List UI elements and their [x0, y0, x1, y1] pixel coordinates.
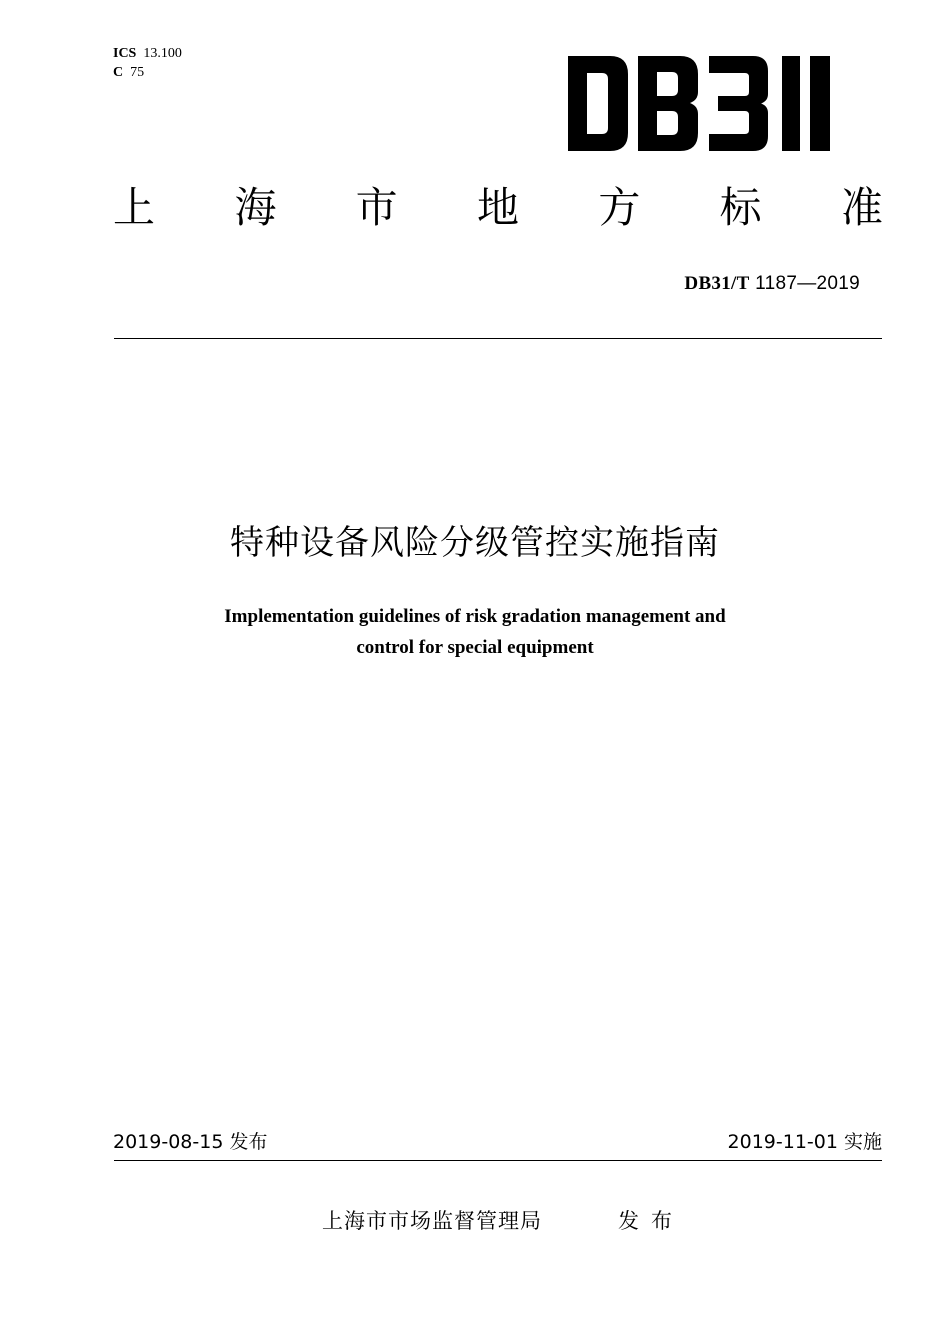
standard-type-char: 标	[719, 183, 762, 232]
standard-type-char: 准	[840, 183, 883, 232]
db31-logo	[568, 56, 830, 151]
ics-label: ICS	[113, 46, 137, 61]
top-divider	[114, 338, 882, 339]
publish-date: 2019-08-15 发布	[113, 1131, 268, 1153]
classification-codes	[113, 44, 182, 82]
ccs-value: 75	[130, 65, 145, 80]
issue-action: 发布	[618, 1209, 684, 1233]
standard-type-char: 市	[355, 183, 398, 232]
ccs-code	[113, 63, 182, 82]
bottom-divider	[114, 1160, 882, 1161]
ccs-label: C	[113, 65, 124, 80]
standard-number-value: 1187—2019	[755, 273, 860, 294]
standard-code: DB31/T	[684, 273, 750, 294]
title-english-line: control for special equipment	[356, 637, 594, 658]
ics-code	[113, 44, 182, 63]
ics-value: 13.100	[143, 46, 182, 61]
title-english	[150, 601, 800, 663]
standard-number	[684, 272, 860, 296]
standard-type-char: 上	[113, 183, 156, 232]
standard-type-char: 海	[234, 183, 277, 232]
standard-type-char: 地	[476, 183, 519, 232]
implementation-date: 2019-11-01 实施	[727, 1131, 882, 1153]
issuing-authority: 上海市市场监督管理局	[322, 1209, 542, 1233]
standard-type-char: 方	[598, 183, 641, 232]
title-chinese: 特种设备风险分级管控实施指南	[230, 523, 720, 563]
standard-type-heading	[113, 180, 883, 236]
title-english-line: Implementation guidelines of risk gradation management and	[224, 606, 726, 627]
